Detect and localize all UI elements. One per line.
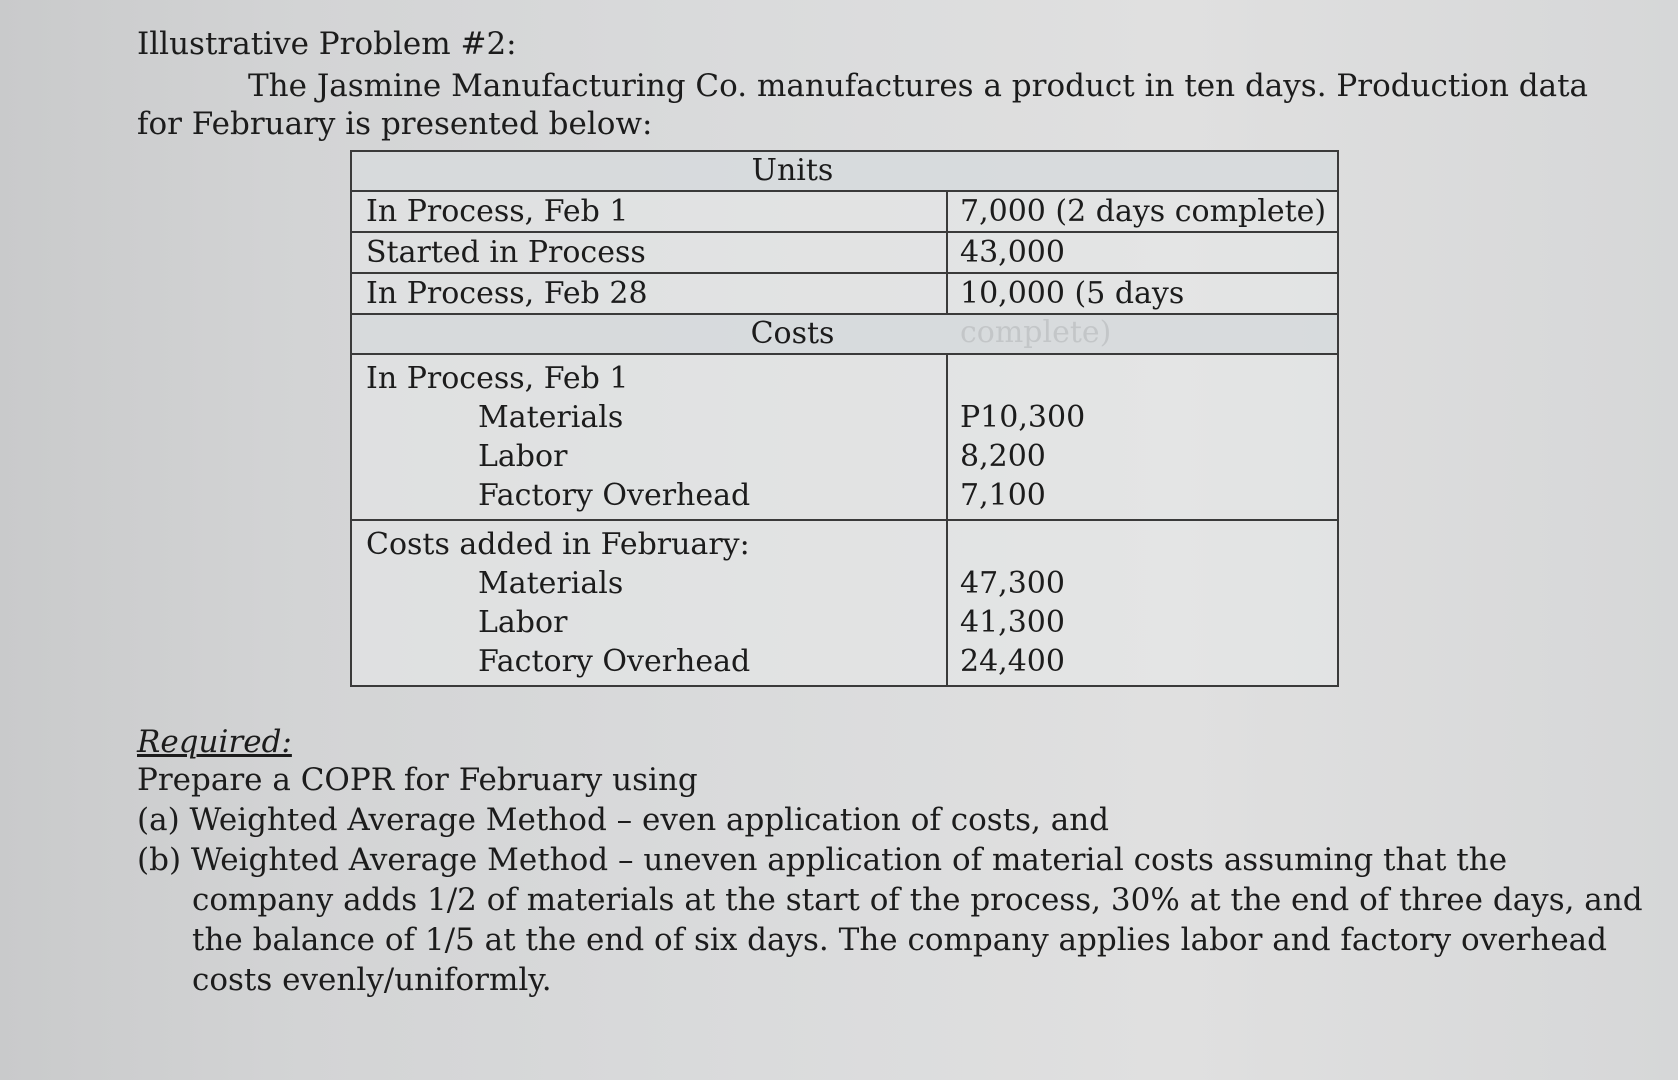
table-row — [352, 192, 1337, 233]
production-data-table — [350, 150, 1339, 687]
cost-value-labor: 8,200 — [960, 439, 1046, 474]
cost-value-materials: P10,300 — [960, 400, 1086, 435]
required-item-b-line-1: (b) Weighted Average Method – uneven application of material costs assuming that the — [137, 842, 1508, 878]
units-header — [352, 152, 1337, 192]
units-label-ending-wip: In Process, Feb 28 — [352, 274, 948, 313]
cost-label-materials: Materials — [478, 400, 624, 435]
added-label-labor: Labor — [478, 605, 568, 640]
cost-value-overhead: 7,100 — [960, 478, 1046, 513]
problem-title: Illustrative Problem #2: — [137, 26, 517, 62]
added-value-overhead: 24,400 — [960, 644, 1065, 679]
intro-line-1: The Jasmine Manufacturing Co. manufactures a product in ten days. Production data — [248, 68, 1589, 104]
beginning-wip-heading: In Process, Feb 1 — [366, 361, 629, 396]
units-label-beginning-wip: In Process, Feb 1 — [352, 192, 948, 231]
cost-label-overhead: Factory Overhead — [478, 478, 751, 513]
added-costs-heading: Costs added in February: — [366, 527, 750, 562]
required-label: Required: — [137, 724, 292, 760]
added-value-materials: 47,300 — [960, 566, 1065, 601]
units-value-ending-wip: 10,000 (5 days — [960, 276, 1185, 311]
costs-header — [352, 315, 1337, 355]
added-costs-block — [352, 521, 1337, 685]
units-value-started: 43,000 — [960, 235, 1065, 270]
costs-header-label: Costs — [750, 316, 835, 351]
required-item-b-line-2: company adds 1/2 of materials at the start of the process, 30% at the end of three days, and — [192, 882, 1643, 918]
intro-line-2: for February is presented below: — [137, 106, 653, 142]
required-item-b-line-3: the balance of 1/5 at the end of six days. The company applies labor and factory overhead — [192, 922, 1607, 958]
required-item-a: (a) Weighted Average Method – even application of costs, and — [137, 802, 1110, 838]
units-header-label: Units — [751, 153, 834, 188]
required-item-b-line-4: costs evenly/uniformly. — [192, 962, 552, 998]
table-row — [352, 274, 1337, 315]
added-label-materials: Materials — [478, 566, 624, 601]
table-row — [352, 233, 1337, 274]
cost-label-labor: Labor — [478, 439, 568, 474]
units-value-beginning-wip: 7,000 (2 days complete) — [960, 194, 1327, 229]
units-label-started: Started in Process — [352, 233, 948, 272]
beginning-wip-costs-block — [352, 355, 1337, 521]
required-prepare-line: Prepare a COPR for February using — [137, 762, 698, 798]
added-value-labor: 41,300 — [960, 605, 1065, 640]
added-label-overhead: Factory Overhead — [478, 644, 751, 679]
